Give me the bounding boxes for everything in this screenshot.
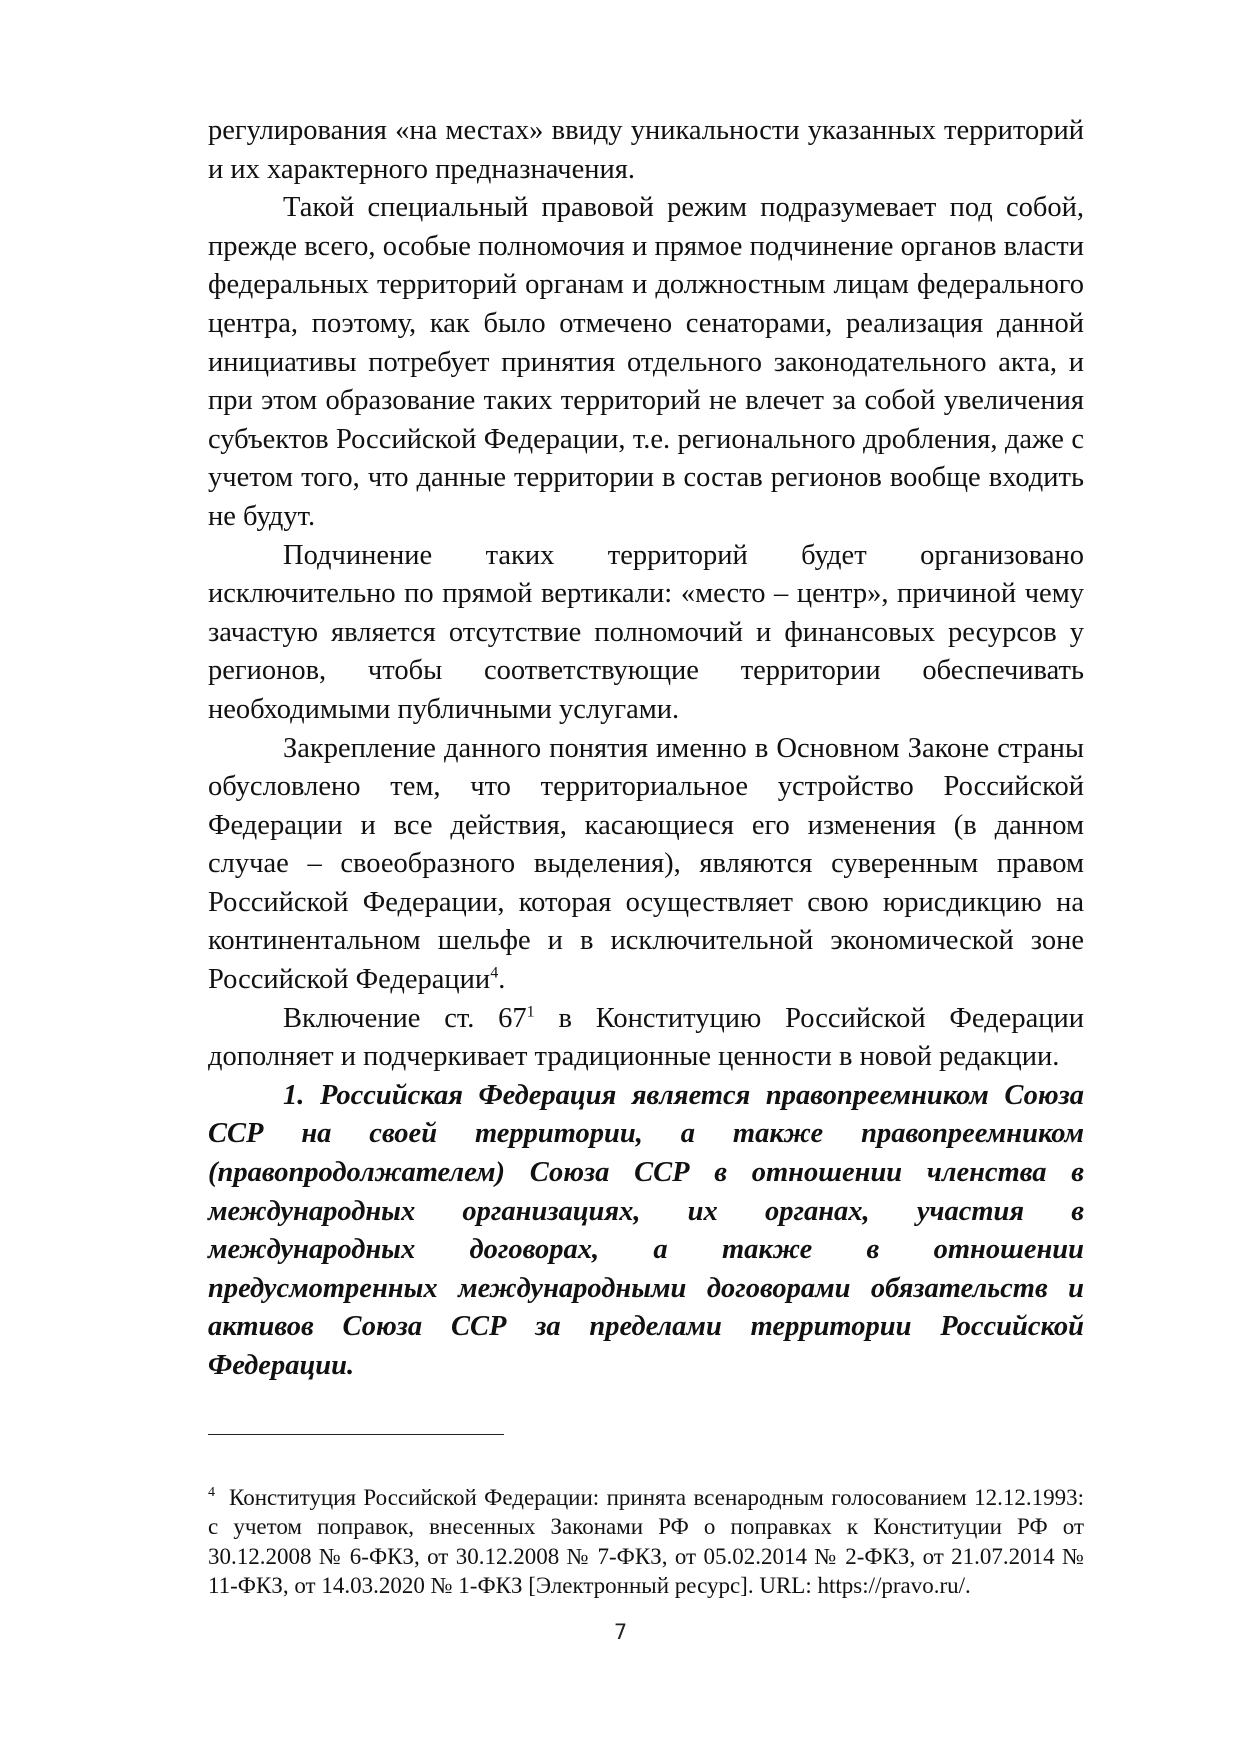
paragraph-5-text-after: в Конституцию Российской Федерации дополняет и подчеркивает традиционные ценности в новой редакции.: [208, 1002, 1084, 1073]
paragraph-4-text: Закрепление данного понятия именно в Основном Законе страны обусловлено тем, что территориальное устройство Российской Федерации и все действия, касающиеся его изменения (в данном случае – своеобразного выделения), являются суверенным правом Российской Федерации, которая осуществляет свою юрисдикцию на континентальном шельфе и в исключительной экономической зоне Российской Федерации: [208, 732, 1084, 996]
paragraph-3: Подчинение таких территорий будет организовано исключительно по прямой вертикали: «место – центр», причиной чему зачастую является отсутствие полномочий и финансовых ресурсов у регионов, чтобы соответствующие территории обеспечивать необходимыми публичными услугами.: [208, 539, 1084, 725]
footnote-number: 4: [208, 1485, 215, 1501]
paragraph-4-tail: .: [498, 964, 506, 996]
paragraph-5-text-before: Включение ст. 67: [283, 1002, 527, 1034]
footnote-text: Конституция Российской Федерации: принята всенародным голосованием 12.12.1993: с учетом поправок, внесенных Законами РФ о поправках к Конституции РФ от 30.12.2008 № 6-ФКЗ, от 30.12.2008 № 7-ФКЗ, от 05.02.2014 № 2-ФКЗ, от 21.07.2014 № 11-ФКЗ, от 14.03.2020 № 1-ФКЗ [Электронный ресурс]. URL: https://pravo.ru/.: [208, 1485, 1084, 1598]
footnote-reference[interactable]: 4: [490, 964, 499, 982]
page-number: 7: [613, 1620, 628, 1644]
article-superscript: 1: [526, 1003, 535, 1021]
paragraph-1: регулирования «на местах» ввиду уникальности указанных территорий и их характерного предназначения.: [208, 115, 1084, 185]
document-body: [208, 112, 1084, 1386]
footnote: [208, 1483, 1084, 1600]
paragraph-2: Такой специальный правовой режим подразумевает под собой, прежде всего, особые полномочия и прямое подчинение органов власти федеральных территорий органам и должностным лицам федерального центра, поэтому, как было отмечено сенаторами, реализация данной инициативы потребует принятия отдельного законодательного акта, и при этом образование таких территорий не влечет за собой увеличения субъектов Российской Федерации, т.е. регионального дробления, даже с учетом того, что данные территории в состав регионов вообще входить не будут.: [208, 192, 1084, 532]
paragraph-5: [208, 1000, 1084, 1077]
paragraph-4: [208, 730, 1084, 1000]
constitution-quote: 1. Российская Федерация является правопреемником Союза ССР на своей территории, а также правопреемником (правопродолжателем) Союза ССР в отношении членства в международных организациях, их органах, участия в международных договорах, а также в отношении предусмотренных международными договорами обязательств и активов Союза ССР за пределами территории Российской Федерации.: [208, 1079, 1084, 1381]
footnote-separator: [208, 1434, 504, 1435]
